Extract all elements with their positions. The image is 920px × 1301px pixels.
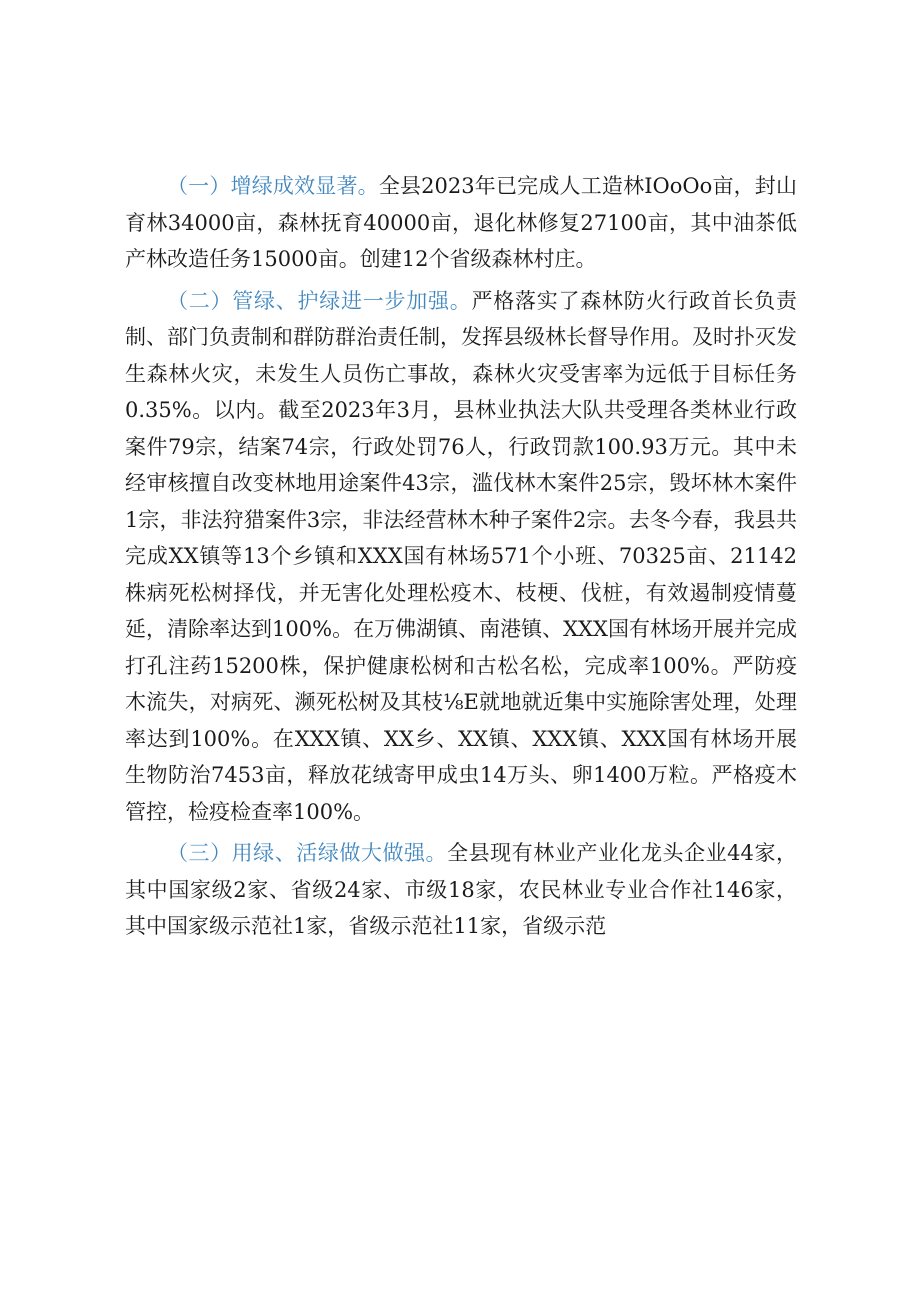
section-body-2: 严格落实了森林防火行政首长负责制、部门负责制和群防群治责任制，发挥县级林长督导作用。及时扑灭发生森林火灾，未发生人员伤亡事故，森林火灾受害率为远低于目标任务0.35%。以内。截至2023年3月，县林业执法大队共受理各类林业行政案件79宗，结案74宗，行政处罚76人，行政罚款100.93万元。其中未经审核擅自改变林地用途案件43宗，滥伐林木案件25宗，毁坏林木案件1宗，非法狩猎案件3宗，非法经营林木种子案件2宗。去冬今春，我县共完成XX镇等13个乡镇和XXX国有林场571个小班、70325亩、21142株病死松树择伐，并无害化处理松疫木、枝梗、伐桩，有效遏制疫情蔓延，清除率达到100%。在万佛湖镇、南港镇、XXX国有林场开展并完成打孔注药15200株，保护健康松树和古松名松，完成率100%。严防疫木流失，对病死、濒死松树及其枝⅛E就地就近集中实施除害处理，处理率达到100%。在XXX镇、XX乡、XX镇、XXX镇、XXX国有林场开展生物防治7453亩，释放花绒寄甲成虫14万头、卵1400万粒。严格疫木管控，检疫检查率100%。 xyxy=(125,288,797,824)
section-paragraph-2 xyxy=(125,283,797,831)
section-heading-1: （一）增绿成效显著。 xyxy=(167,174,379,198)
section-body-1: 全县2023年已完成人工造林IOoOo亩，封山育林34000亩，森林抚育40000亩，退化林修复27100亩，其中油茶低产林改造任务15000亩。创建12个省级森林村庄。 xyxy=(125,174,797,271)
section-body-3: 全县现有林业产业化龙头企业44家，其中国家级2家、省级24家、市级18家，农民林业专业合作社146家，其中国家级示范社1家，省级示范社11家，省级示范 xyxy=(125,841,797,938)
section-paragraph-3 xyxy=(125,835,797,945)
section-heading-2: （二）管绿、护绿进一步加强。 xyxy=(167,288,472,313)
document-body xyxy=(125,168,797,950)
section-paragraph-1 xyxy=(125,168,797,278)
section-heading-3: （三）用绿、活绿做大做强。 xyxy=(167,841,448,865)
